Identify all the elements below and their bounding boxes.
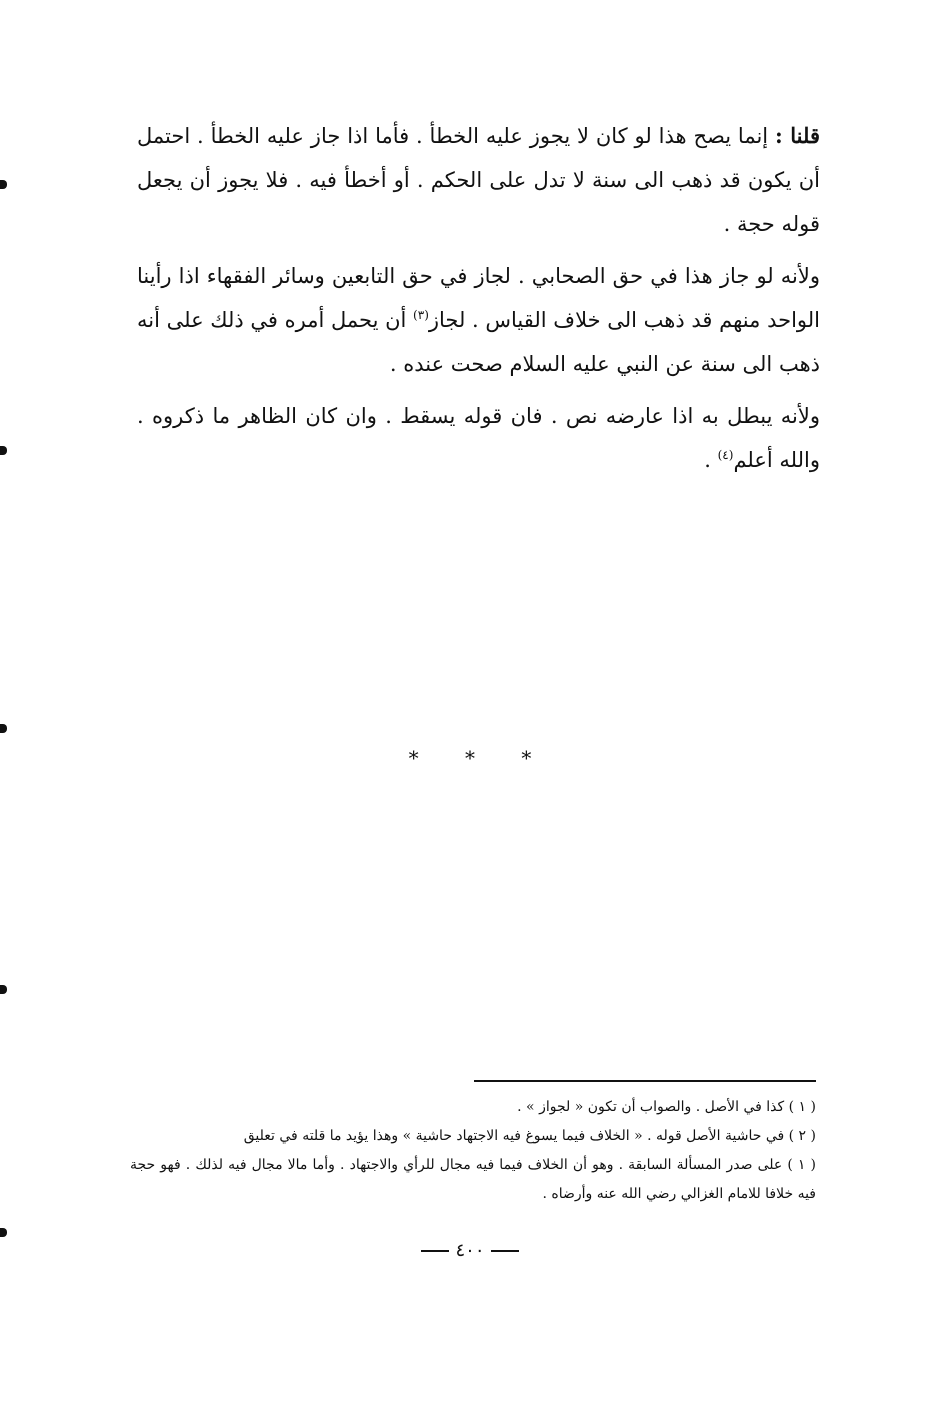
margin-mark	[0, 180, 7, 189]
paragraph-2	[137, 254, 820, 386]
margin-mark	[0, 1228, 7, 1237]
margin-mark	[0, 985, 7, 994]
footnote-ref: (٤)	[717, 448, 734, 462]
paragraph-1	[137, 114, 820, 246]
footnote-1: ( ١ ) كذا في الأصل . والصواب أن تكون « لجواز » .	[517, 1099, 816, 1115]
paragraph-text: ولأنه لو جاز هذا في حق الصحابي . لجاز في حق التابعين وسائر الفقهاء اذا رأينا الواحد منهم قد ذهب الى خلاف القياس . لجاز	[137, 264, 820, 332]
paragraph-text: ولأنه يبطل به اذا عارضه نص . فان قوله يسقط . وان كان الظاهر ما ذكروه . والله أعلم	[137, 404, 820, 472]
paragraph-text: أن يحمل أمره في ذلك على أنه ذهب الى سنة عن النبي عليه السلام صحت عنده .	[137, 308, 820, 376]
page-number-value: ٤٠٠	[455, 1240, 485, 1261]
footnote-ref: (٣)	[413, 308, 429, 322]
paragraph-text: .	[704, 448, 718, 472]
footnote-2: ( ٢ ) في حاشية الأصل قوله . « الخلاف فيما يسوغ فيه الاجتهاد حاشية » وهذا يؤيد ما قلته في تعليق	[243, 1128, 816, 1144]
paragraph-text: إنما يصح هذا لو كان لا يجوز عليه الخطأ . فأما اذا جاز عليه الخطأ . احتمل أن يكون قد ذهب الى سنة لا تدل على الحكم . أو أخطأ فيه . فلا يجوز أن يجعل قوله حجة .	[137, 124, 820, 236]
body-text	[137, 114, 820, 490]
section-separator: * * *	[408, 746, 552, 770]
dash-right	[421, 1250, 449, 1252]
footnotes	[130, 1093, 816, 1209]
margin-mark	[0, 724, 7, 733]
dash-left	[491, 1250, 519, 1252]
margin-mark	[0, 446, 7, 455]
footnote-divider	[474, 1080, 816, 1082]
page-number	[380, 1240, 560, 1261]
paragraph-3	[137, 394, 820, 482]
footnote-3: ( ١ ) على صدر المسألة السابقة . وهو أن الخلاف فيما فيه مجال للرأي والاجتهاد . وأما مالا مجال فيه لذلك . فهو حجة فيه خلافا للامام الغزالي رضي الله عنه وأرضاه .	[130, 1157, 816, 1202]
paragraph-lead: قلنا :	[775, 123, 820, 148]
